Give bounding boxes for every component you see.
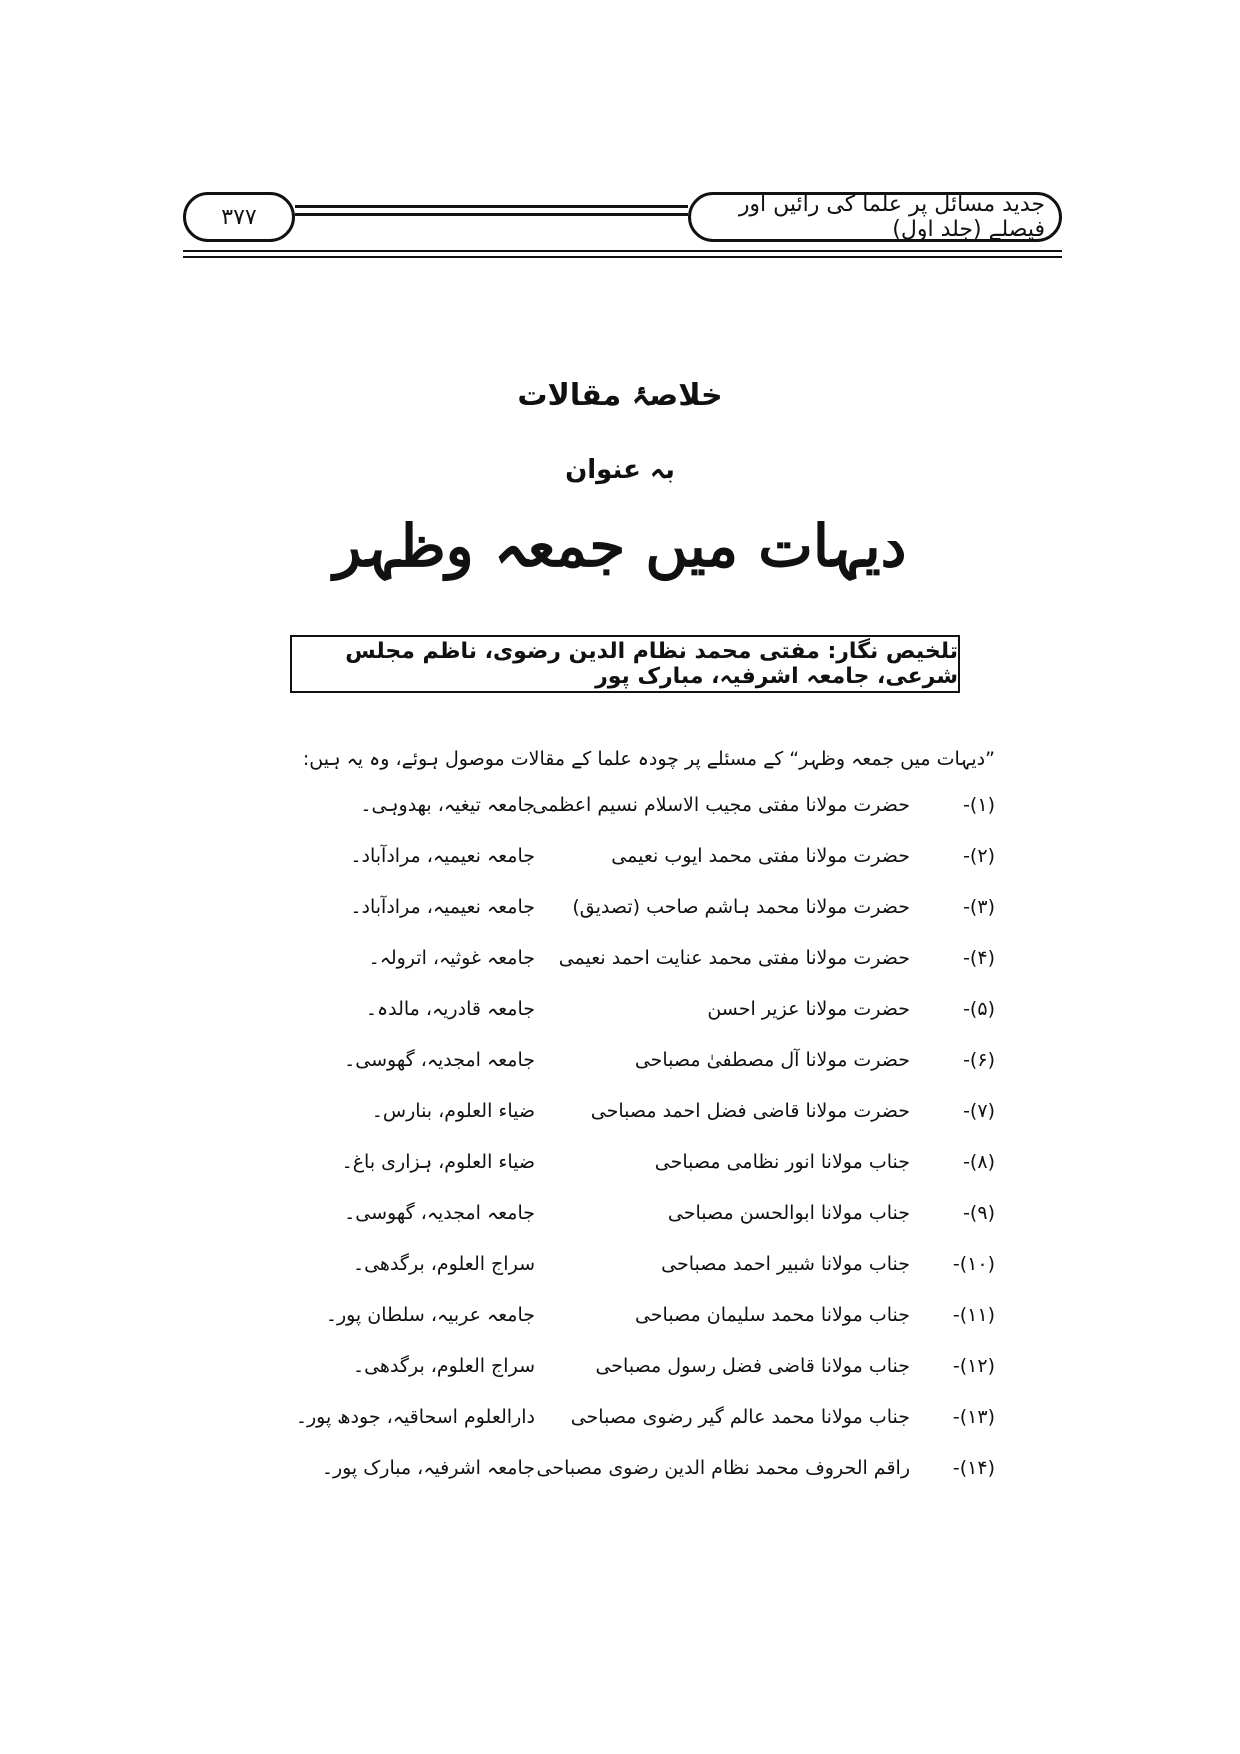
item-institution: سراج العلوم، برگدھی۔ (352, 1253, 535, 1275)
item-number: (۹)- (963, 1202, 995, 1224)
item-number: (۱۴)- (952, 1457, 995, 1479)
list-item (0, 1304, 1240, 1338)
header-rule (295, 205, 688, 221)
heading-subject-label: بہ عنوان (565, 455, 675, 485)
list-item (0, 998, 1240, 1032)
item-name: حضرت مولانا عزیر احسن (707, 998, 910, 1020)
list-item (0, 1457, 1240, 1491)
item-institution: دارالعلوم اسحاقیہ، جودھ پور۔ (295, 1406, 535, 1428)
item-number: (۱۱)- (952, 1304, 995, 1326)
item-name: حضرت مولانا قاضی فضل احمد مصباحی (590, 1100, 910, 1122)
item-number: (۶)- (963, 1049, 995, 1071)
list-item (0, 1049, 1240, 1083)
item-institution: جامعہ نعیمیہ، مرادآباد۔ (350, 845, 535, 867)
item-name: جناب مولانا محمد عالم گیر رضوی مصباحی (570, 1406, 910, 1428)
item-name: جناب مولانا محمد سلیمان مصباحی (634, 1304, 910, 1326)
item-number: (۱۲)- (952, 1355, 995, 1377)
list-item (0, 1100, 1240, 1134)
item-number: (۴)- (963, 947, 995, 969)
header-divider-bottom (183, 256, 1062, 258)
item-institution: جامعہ نعیمیہ، مرادآباد۔ (350, 896, 535, 918)
list-item (0, 947, 1240, 981)
item-name: حضرت مولانا محمد ہاشم صاحب (تصدیق) (572, 896, 910, 918)
item-number: (۵)- (963, 998, 995, 1020)
item-name: راقم الحروف محمد نظام الدین رضوی مصباحی (536, 1457, 910, 1479)
list-item (0, 845, 1240, 879)
intro-paragraph: ”دیہات میں جمعہ وظہر“ کے مسئلے پر چودہ علما کے مقالات موصول ہوئے، وہ یہ ہیں: (302, 748, 995, 770)
item-number: (۲)- (963, 845, 995, 867)
item-number: (۳)- (963, 896, 995, 918)
item-number: (۸)- (963, 1151, 995, 1173)
item-name: جناب مولانا انور نظامی مصباحی (654, 1151, 910, 1173)
item-institution: جامعہ امجدیہ، گھوسی۔ (344, 1202, 535, 1224)
item-institution: ضیاء العلوم، بنارس۔ (371, 1100, 535, 1122)
header-divider-top (183, 250, 1062, 252)
list-item (0, 896, 1240, 930)
item-number: (۱۰)- (952, 1253, 995, 1275)
item-institution: جامعہ اشرفیہ، مبارک پور۔ (321, 1457, 535, 1479)
list-item (0, 1406, 1240, 1440)
item-institution: سراج العلوم، برگدھی۔ (352, 1355, 535, 1377)
item-number: (۱۳)- (952, 1406, 995, 1428)
book-title: جدید مسائل پر علما کی رائیں اور فیصلے (جلد اول) (688, 192, 1062, 242)
list-item (0, 794, 1240, 828)
item-name: جناب مولانا قاضی فضل رسول مصباحی (595, 1355, 910, 1377)
item-name: حضرت مولانا مفتی محمد ایوب نعیمی (611, 845, 910, 867)
list-item (0, 1253, 1240, 1287)
item-institution: جامعہ غوثیہ، اترولہ۔ (368, 947, 535, 969)
item-number: (۱)- (963, 794, 995, 816)
item-name: حضرت مولانا مفتی مجیب الاسلام نسیم اعظمی (532, 794, 910, 816)
item-name: حضرت مولانا مفتی محمد عنایت احمد نعیمی (558, 947, 910, 969)
item-number: (۷)- (963, 1100, 995, 1122)
list-item (0, 1355, 1240, 1389)
item-name: جناب مولانا ابوالحسن مصباحی (667, 1202, 910, 1224)
summarizer-box (290, 635, 960, 693)
item-institution: جامعہ تیغیہ، بھدوہی۔ (360, 794, 535, 816)
item-institution: ضیاء العلوم، ہزاری باغ۔ (341, 1151, 535, 1173)
list-item (0, 1202, 1240, 1236)
list-item (0, 1151, 1240, 1185)
item-institution: جامعہ عربیہ، سلطان پور۔ (325, 1304, 535, 1326)
item-name: جناب مولانا شبیر احمد مصباحی (661, 1253, 910, 1275)
summarizer-text: تلخیص نگار: مفتی محمد نظام الدین رضوی، ناظم مجلس شرعی، جامعہ اشرفیہ، مبارک پور (345, 639, 958, 689)
page-title: دیہات میں جمعہ وظہر (333, 512, 907, 580)
page-number: ۳۷۷ (183, 192, 295, 242)
item-institution: جامعہ قادریہ، مالدہ۔ (365, 998, 535, 1020)
item-institution: جامعہ امجدیہ، گھوسی۔ (344, 1049, 535, 1071)
heading-summary: خلاصۂ مقالات (517, 378, 723, 413)
item-name: حضرت مولانا آل مصطفیٰ مصباحی (634, 1049, 910, 1071)
